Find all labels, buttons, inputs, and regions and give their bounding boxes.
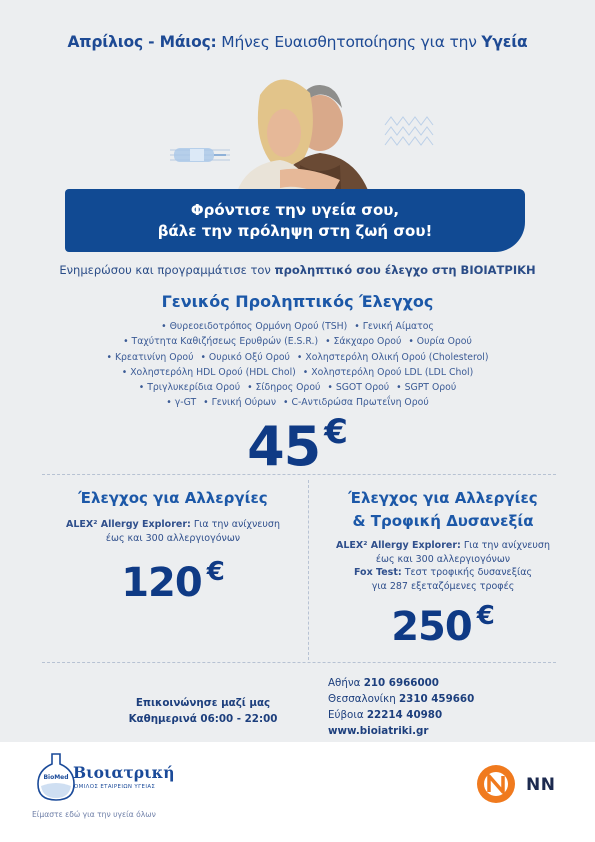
test-row: [70, 365, 525, 380]
test-row: [70, 334, 525, 349]
phone-city: Θεσσαλονίκη: [328, 693, 396, 705]
slogan-text: [65, 200, 525, 242]
deco-waves-right: [385, 117, 433, 145]
test-item: • Χοληστερόλη Ορού LDL (LDL Chol): [303, 367, 473, 378]
allergy-food-price: [312, 601, 574, 650]
phone-number: 2310 459660: [399, 693, 475, 705]
allergy-description: [42, 518, 304, 545]
intro-text: [0, 263, 595, 277]
test-item: • Σάκχαρο Ορού: [325, 336, 401, 347]
price-value: 250: [391, 604, 472, 650]
contact-phones: [328, 675, 548, 739]
allergy-food-title-2: & Τροφική Δυσανεξία: [352, 512, 534, 530]
alex-test-name: ALEX² Allergy Explorer:: [336, 540, 461, 551]
allergy-test-desc-1: Για την ανίχνευση: [193, 519, 280, 530]
alex-desc-line-1: [312, 539, 574, 553]
test-item: • Χοληστερόλη HDL Ορού (HDL Chol): [122, 367, 296, 378]
brand-tagline: Είμαστε εδώ για την υγεία όλων: [32, 810, 156, 819]
test-row: [70, 350, 525, 365]
fox-desc-line-1: [312, 566, 574, 580]
slogan-line-2: βάλε την πρόληψη στη ζωή σου!: [157, 222, 433, 240]
test-item: • Σίδηρος Ορού: [247, 382, 320, 393]
test-item: • Ταχύτητα Καθιζήσεως Ερυθρών (E.S.R.): [123, 336, 318, 347]
test-row: [70, 395, 525, 410]
phone-thessaloniki[interactable]: [328, 691, 548, 707]
price-value: 120: [121, 560, 202, 606]
alex-test-desc-1: Για την ανίχνευση: [463, 540, 550, 551]
headline-health: Υγεία: [481, 33, 528, 51]
phone-number: 22214 40980: [366, 709, 443, 721]
test-item: • SGPT Ορού: [396, 382, 456, 393]
test-item: • C-Αντιδρώσα Πρωτεΐνη Ορού: [283, 397, 429, 408]
slogan-line-1: Φρόντισε την υγεία σου,: [190, 201, 400, 219]
test-row: [70, 380, 525, 395]
section-divider: [42, 662, 556, 663]
brand-name: Βιοιατρική: [73, 763, 175, 782]
general-checkup-price: [0, 412, 595, 478]
test-item: • Χοληστερόλη Ολική Ορού (Cholesterol): [297, 352, 489, 363]
alex-test-desc-2: έως και 300 αλλεργιογόνων: [375, 553, 511, 565]
price-value: 45: [247, 415, 321, 478]
fox-test-name: Fox Test:: [353, 567, 402, 578]
test-item: • SGOT Ορού: [327, 382, 389, 393]
fox-test-desc-2: για 287 εξεταζόμενες τροφές: [371, 580, 515, 592]
test-row: [70, 319, 525, 334]
phone-number: 210 6966000: [363, 677, 439, 689]
allergy-food-title-1: Έλεγχος για Αλλεργίες: [348, 489, 538, 507]
phone-city: Αθήνα: [328, 677, 361, 689]
general-checkup-test-list: [70, 319, 525, 411]
phone-athens[interactable]: [328, 675, 548, 691]
test-item: • Θυρεοειδοτρόπος Ορμόνη Ορού (TSH): [161, 321, 347, 332]
section-divider: [42, 474, 556, 475]
allergy-food-package: [312, 487, 574, 650]
phone-evia[interactable]: [328, 707, 548, 723]
contact-call-to-action: Επικοινώνησε μαζί μας: [135, 697, 271, 709]
contact-hours-text: Καθημερινά 06:00 - 22:00: [128, 713, 278, 725]
price-currency: €: [206, 557, 225, 587]
column-divider: [308, 480, 309, 660]
allergy-food-description: [312, 539, 574, 593]
allergy-test-desc-2: έως και 300 αλλεργιογόνων: [105, 532, 241, 544]
website-url: www.bioiatriki.gr: [328, 725, 429, 737]
price-currency: €: [324, 412, 348, 452]
allergy-desc-line-1: [42, 518, 304, 532]
website-link[interactable]: [328, 723, 548, 739]
intro-prefix: Ενημερώσου και προγραμμάτισε τον: [59, 263, 271, 277]
allergy-package: [42, 487, 304, 606]
allergy-price: [42, 557, 304, 606]
logo-badge-text: BioMed: [43, 774, 69, 781]
nn-lion-logo-icon: [475, 763, 517, 805]
brand-subtitle: ΟΜΙΛΟΣ ΕΤΑΙΡΕΙΩΝ ΥΓΕΙΑΣ: [74, 784, 156, 790]
campaign-headline: [0, 33, 595, 51]
headline-campaign: Μήνες Ευαισθητοποίησης για την: [221, 33, 477, 51]
test-item: • Γενική Αίματος: [354, 321, 434, 332]
test-item: • Γενική Ούρων: [203, 397, 276, 408]
test-item: • γ-GT: [166, 397, 196, 408]
allergy-title: Έλεγχος για Αλλεργίες: [78, 489, 268, 507]
general-checkup-title: Γενικός Προληπτικός Έλεγχος: [161, 292, 434, 311]
phone-city: Εύβοια: [328, 709, 364, 721]
nn-brand-name: NN: [526, 775, 556, 795]
test-item: • Κρεατινίνη Ορού: [106, 352, 193, 363]
test-item: • Ουρία Ορού: [408, 336, 472, 347]
headline-months: Απρίλιος - Μάιος:: [67, 33, 217, 51]
allergy-test-name: ALEX² Allergy Explorer:: [66, 519, 191, 530]
fox-test-desc-1: Τεστ τροφικής δυσανεξίας: [404, 567, 533, 578]
contact-hours: [118, 695, 288, 727]
price-currency: €: [476, 601, 495, 631]
test-item: • Τριγλυκερίδια Ορού: [139, 382, 240, 393]
intro-highlight: προληπτικό σου έλεγχο στη ΒΙΟΙΑΤΡΙΚΗ: [274, 263, 536, 277]
test-item: • Ουρικό Οξύ Ορού: [200, 352, 289, 363]
